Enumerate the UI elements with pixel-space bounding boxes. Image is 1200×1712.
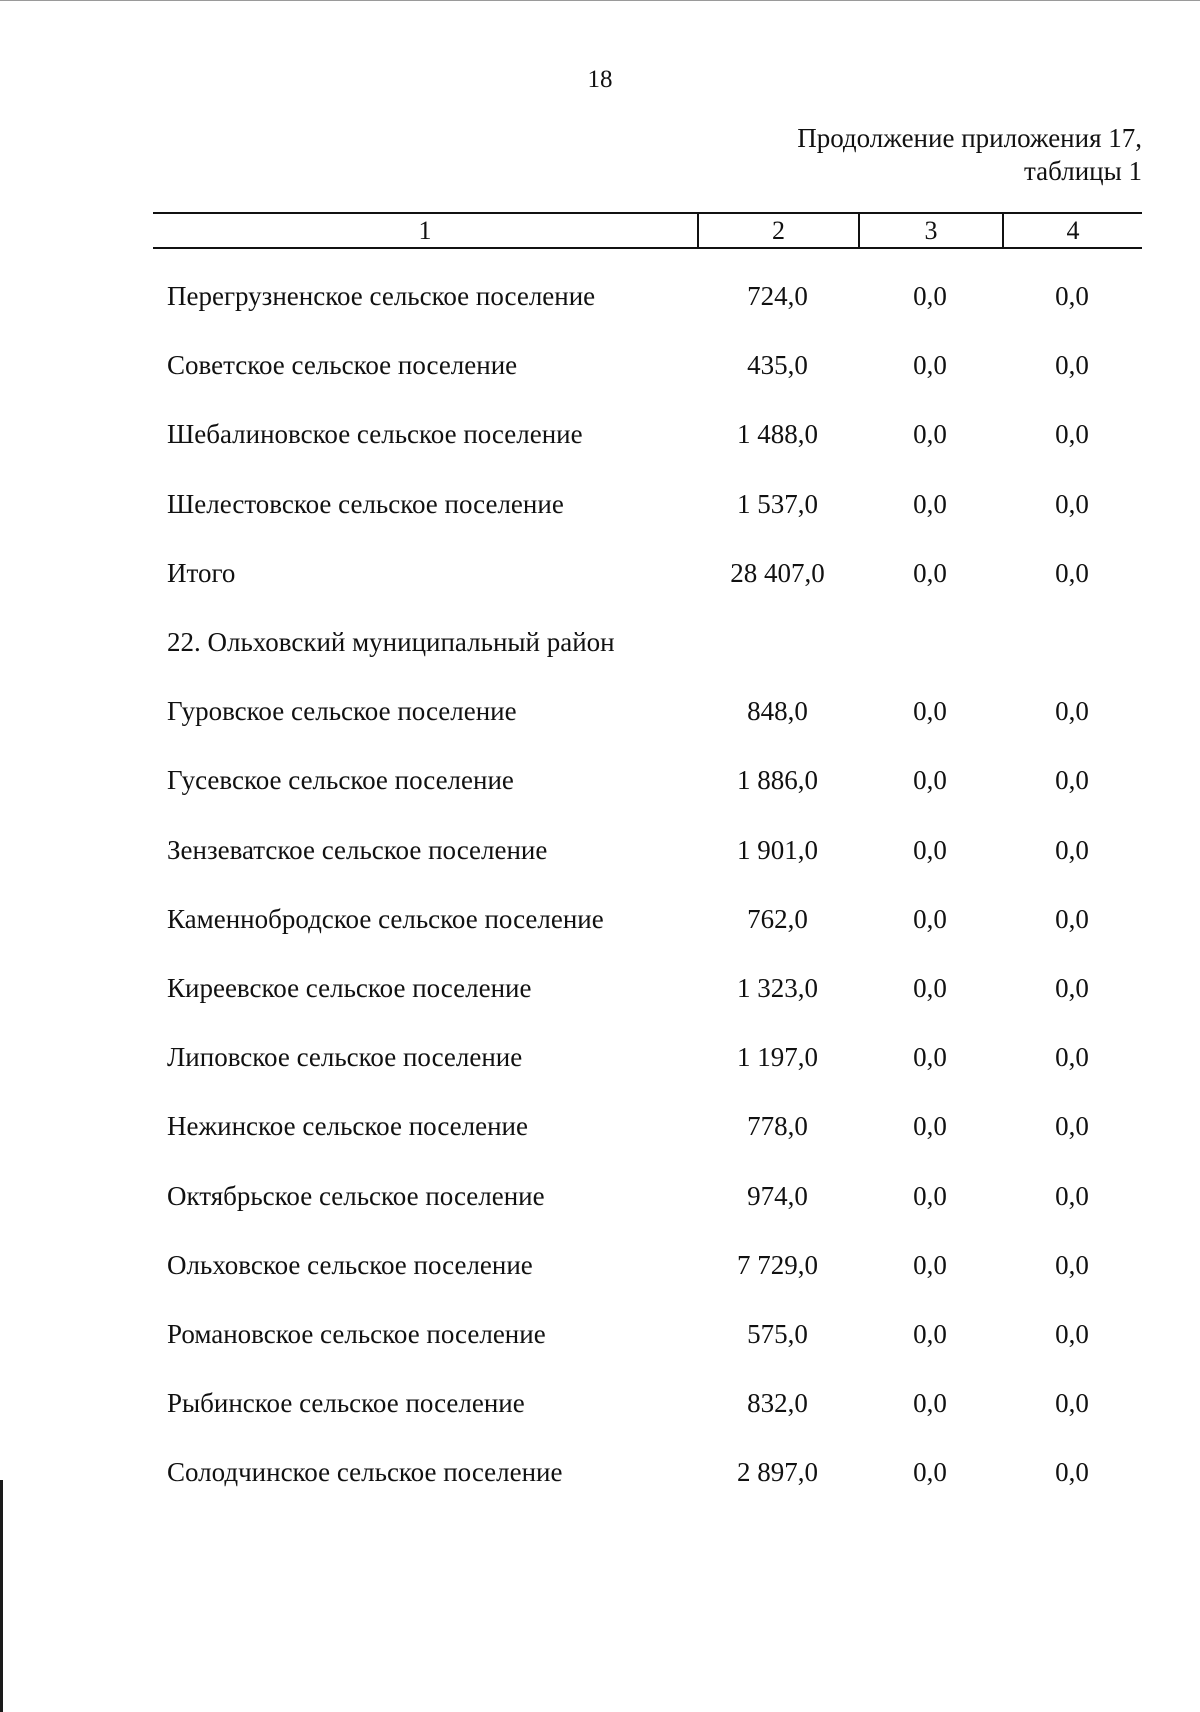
table-row	[153, 262, 1142, 331]
table-row	[153, 677, 1142, 746]
section-heading: 22. Ольховский муниципальный район	[167, 627, 615, 658]
table-row	[153, 1161, 1142, 1230]
continuation-line-2: таблицы 1	[1024, 156, 1142, 186]
row-name: Октябрьское сельское поселение	[167, 1180, 545, 1211]
row-value-col-4: 0,0	[1055, 350, 1089, 381]
row-value-col-3: 0,0	[913, 1249, 947, 1280]
row-value-col-2: 762,0	[747, 903, 808, 934]
row-value-col-4: 0,0	[1055, 765, 1089, 796]
row-value-col-2: 2 897,0	[737, 1457, 818, 1488]
row-value-col-2: 1 901,0	[737, 834, 818, 865]
row-value-col-3: 0,0	[913, 1388, 947, 1419]
row-name: Нежинское сельское поселение	[167, 1111, 528, 1142]
table-row	[153, 954, 1142, 1023]
table-row	[153, 1300, 1142, 1369]
row-value-col-4: 0,0	[1055, 1180, 1089, 1211]
row-value-col-2: 1 537,0	[737, 488, 818, 519]
row-name: Каменнобродское сельское поселение	[167, 903, 604, 934]
table-row-total	[153, 539, 1142, 608]
row-value-col-4: 0,0	[1055, 281, 1089, 312]
row-value-col-4: 0,0	[1055, 1111, 1089, 1142]
row-value-col-2: 1 323,0	[737, 972, 818, 1003]
continuation-line-1: Продолжение приложения 17,	[797, 123, 1142, 153]
row-name: Ольховское сельское поселение	[167, 1249, 533, 1280]
table-row	[153, 885, 1142, 954]
row-value-col-4: 0,0	[1055, 1249, 1089, 1280]
row-value-col-2: 1 197,0	[737, 1042, 818, 1073]
header-col-2: 2	[697, 214, 858, 247]
row-name: Солодчинское сельское поселение	[167, 1457, 563, 1488]
table-row	[153, 400, 1142, 469]
table-row	[153, 1369, 1142, 1438]
section-heading-row	[153, 608, 1142, 677]
row-value-col-4: 0,0	[1055, 834, 1089, 865]
continuation-note	[797, 122, 1142, 188]
scan-left-edge	[0, 1480, 3, 1712]
row-value-col-3: 0,0	[913, 765, 947, 796]
scan-top-edge	[0, 0, 1200, 1]
row-value-col-4: 0,0	[1055, 903, 1089, 934]
table-row	[153, 816, 1142, 885]
row-value-col-3: 0,0	[913, 350, 947, 381]
table-body	[153, 262, 1142, 1507]
row-value-col-4: 0,0	[1055, 488, 1089, 519]
row-name: Шебалиновское сельское поселение	[167, 419, 583, 450]
row-value-col-3: 0,0	[913, 281, 947, 312]
row-value-col-4: 0,0	[1055, 1318, 1089, 1349]
row-value-col-3: 0,0	[913, 488, 947, 519]
row-name: Советское сельское поселение	[167, 350, 518, 381]
table-row	[153, 470, 1142, 539]
row-value-col-3: 0,0	[913, 557, 947, 588]
row-name: Липовское сельское поселение	[167, 1042, 523, 1073]
row-value-col-3: 0,0	[913, 1042, 947, 1073]
row-value-col-3: 0,0	[913, 419, 947, 450]
row-name: Гуровское сельское поселение	[167, 696, 517, 727]
row-value-col-3: 0,0	[913, 696, 947, 727]
row-value-col-3: 0,0	[913, 972, 947, 1003]
row-value-col-3: 0,0	[913, 1318, 947, 1349]
header-col-3: 3	[858, 214, 1002, 247]
header-col-1: 1	[418, 215, 432, 245]
row-name: Романовское сельское поселение	[167, 1318, 546, 1349]
row-value-col-3: 0,0	[913, 1180, 947, 1211]
page-number: 18	[587, 66, 613, 93]
row-value-col-2: 724,0	[747, 281, 808, 312]
row-value-col-4: 0,0	[1055, 972, 1089, 1003]
row-value-col-4: 0,0	[1055, 696, 1089, 727]
row-name: Перегрузненское сельское поселение	[167, 281, 596, 312]
table-row	[153, 331, 1142, 400]
row-value-col-4: 0,0	[1055, 1388, 1089, 1419]
row-name: Гусевское сельское поселение	[167, 765, 514, 796]
row-value-col-2: 1 488,0	[737, 419, 818, 450]
row-value-col-3: 0,0	[913, 903, 947, 934]
table-row	[153, 1092, 1142, 1161]
table-row	[153, 1023, 1142, 1092]
row-name: Киреевское сельское поселение	[167, 972, 532, 1003]
row-value-col-2: 1 886,0	[737, 765, 818, 796]
row-value-col-4: 0,0	[1055, 557, 1089, 588]
table-row	[153, 746, 1142, 815]
row-name: Рыбинское сельское поселение	[167, 1388, 525, 1419]
row-name: Шелестовское сельское поселение	[167, 488, 564, 519]
table-row	[153, 1231, 1142, 1300]
row-value-col-2: 435,0	[747, 350, 808, 381]
header-col-4: 4	[1002, 214, 1142, 247]
row-name: Зензеватское сельское поселение	[167, 834, 548, 865]
row-value-col-2: 778,0	[747, 1111, 808, 1142]
row-value-col-4: 0,0	[1055, 419, 1089, 450]
row-value-col-2: 848,0	[747, 696, 808, 727]
row-value-col-4: 0,0	[1055, 1042, 1089, 1073]
row-value-col-3: 0,0	[913, 1111, 947, 1142]
table-header	[153, 212, 1142, 249]
row-value-col-4: 0,0	[1055, 1457, 1089, 1488]
row-value-col-2: 575,0	[747, 1318, 808, 1349]
row-value-col-2: 832,0	[747, 1388, 808, 1419]
table-row	[153, 1438, 1142, 1507]
row-name: Итого	[167, 557, 236, 588]
row-value-col-2: 974,0	[747, 1180, 808, 1211]
row-value-col-2: 28 407,0	[730, 557, 825, 588]
row-value-col-3: 0,0	[913, 1457, 947, 1488]
row-value-col-2: 7 729,0	[737, 1249, 818, 1280]
row-value-col-3: 0,0	[913, 834, 947, 865]
